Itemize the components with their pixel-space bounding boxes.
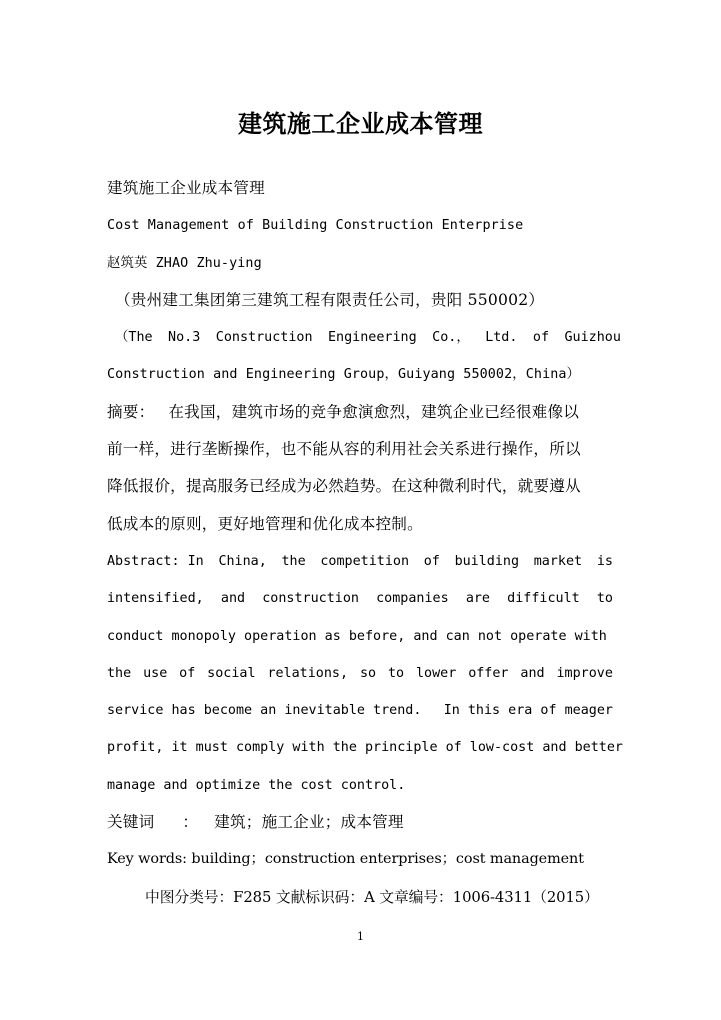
abstract-word: difficult	[507, 591, 580, 607]
affil-word: Co.，	[432, 330, 470, 346]
abstract-word: market	[533, 553, 583, 569]
abstract-word: intensified,	[107, 591, 204, 607]
abstract-word: China,	[218, 553, 267, 569]
keywords-zh-value: 建筑；施工企业；成本管理	[214, 813, 404, 832]
article-title-zh: 建筑施工企业成本管理	[107, 179, 265, 197]
abstract-en-line-2	[107, 580, 613, 617]
abstract-word: building	[454, 553, 520, 569]
abstract-zh-text: 在我国，建筑市场的竞争愈演愈烈，建筑企业已经很难像以	[168, 402, 580, 421]
affil-word: Guizhou	[564, 330, 621, 346]
keywords-en: Key words: building；construction enterprises；cost management	[107, 851, 584, 868]
abstract-word: relations,	[267, 665, 349, 681]
abstract-word: and	[520, 665, 545, 681]
abstract-word: to	[596, 591, 613, 607]
abstract-word: so	[359, 665, 377, 681]
abstract-word: of	[179, 665, 196, 681]
abstract-word: the	[107, 665, 132, 681]
abstract-word: of	[423, 553, 440, 569]
keywords-zh	[107, 804, 613, 841]
abstract-word: to	[387, 665, 405, 681]
abstract-zh-line-2: 前一样，进行垄断操作，也不能从容的利用社会关系进行操作，所以	[107, 440, 581, 459]
abstract-word: the	[281, 553, 306, 569]
abstract-word: service has become an inevitable trend.	[107, 703, 422, 719]
keywords-zh-label: 关键词	[107, 813, 155, 832]
abstract-zh-line-1	[107, 394, 613, 431]
affil-word: Construction	[215, 330, 313, 346]
abstract-en-line-5	[107, 692, 613, 729]
page-title: 建筑施工企业成本管理	[238, 109, 483, 139]
abstract-word: Abstract: In	[107, 553, 204, 569]
abstract-word: competition	[320, 553, 410, 569]
article-title-en: Cost Management of Building Construction Enterprise	[107, 218, 524, 234]
affiliation-en-line-2: Construction and Engineering Group，Guiyang 550002，China）	[107, 367, 581, 383]
document-body	[107, 170, 623, 916]
abstract-en-line-3: conduct monopoly operation as before, and can not operate with	[107, 628, 607, 644]
abstract-word: construction	[262, 591, 359, 607]
abstract-word: offer	[468, 665, 509, 681]
affil-word: Ltd.	[485, 330, 518, 346]
classification-line: 中图分类号：F285 文献标识码：A 文章编号：1006-4311（2015）	[145, 888, 599, 906]
abstract-word: and	[220, 591, 246, 607]
affil-word: of	[532, 330, 550, 346]
affil-word: No.3	[168, 330, 201, 346]
abstract-en-line-7: manage and optimize the cost control.	[107, 777, 406, 793]
abstract-zh-line-3: 降低报价，提高服务已经成为必然趋势。在这种微利时代，就要遵从	[107, 477, 581, 496]
abstract-word: In this era of meager	[443, 703, 613, 719]
affil-word: Engineering	[327, 330, 417, 346]
abstract-en-line-6: profit, it must comply with the principle of low-cost and better	[107, 740, 623, 756]
abstract-word: use	[143, 665, 168, 681]
abstract-zh-label: 摘要：	[107, 402, 155, 421]
abstract-en-line-4	[107, 655, 613, 692]
keywords-zh-colon: ：	[182, 813, 199, 832]
abstract-en-line-1	[107, 543, 613, 580]
abstract-word: is	[596, 553, 613, 569]
affil-word: （The	[115, 330, 153, 346]
affiliation-en-line-1	[107, 319, 621, 356]
abstract-word: social	[207, 665, 256, 681]
affiliation-zh: （贵州建工集团第三建筑工程有限责任公司，贵阳 550002）	[115, 290, 545, 309]
abstract-word: are	[465, 591, 490, 607]
abstract-word: lower	[415, 665, 457, 681]
abstract-word: companies	[376, 591, 449, 607]
abstract-word: improve	[556, 665, 613, 681]
author-line: 赵筑英 ZHAO Zhu-ying	[107, 255, 262, 271]
page-number: 1	[357, 930, 364, 943]
abstract-zh-line-4: 低成本的原则，更好地管理和优化成本控制。	[107, 514, 423, 533]
